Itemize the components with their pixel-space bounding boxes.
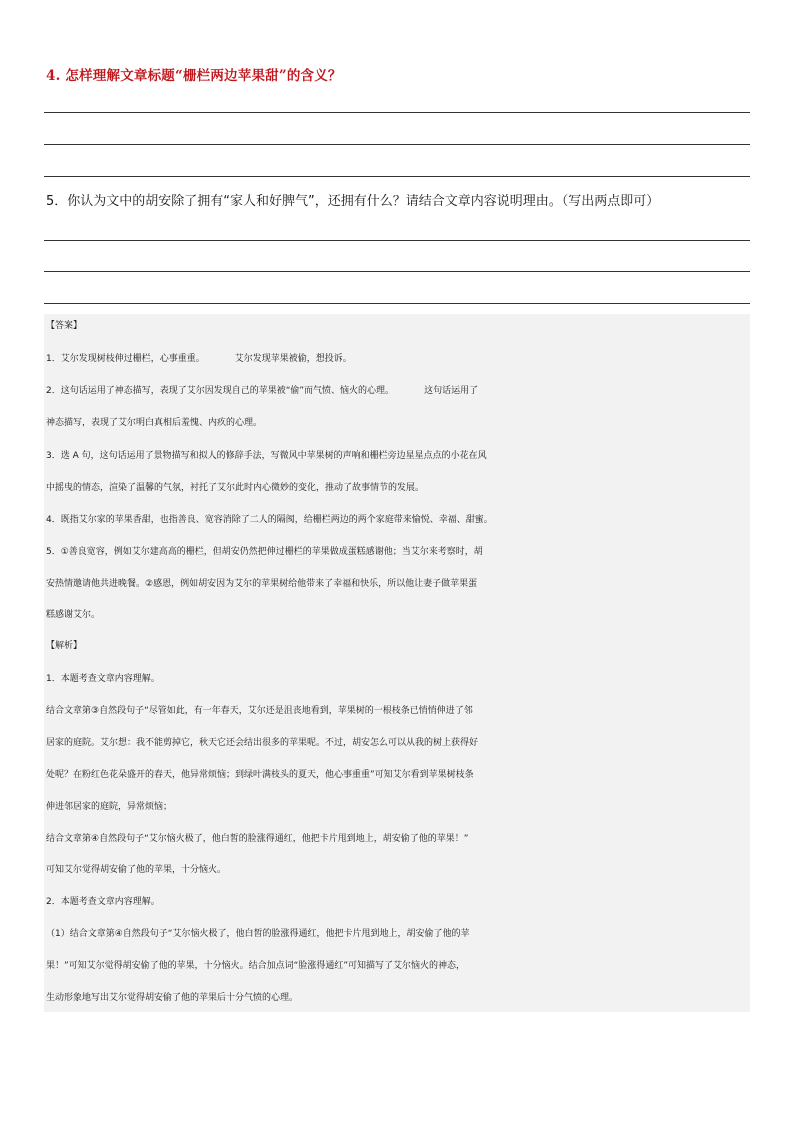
answer-5-line2: 安热情邀请他共进晚餐。②感恩，例如胡安因为艾尔的苹果树给他带来了幸福和快乐，所以他让妻子做苹果蛋 — [46, 579, 478, 589]
answer-5-line1: 5．①善良宽容，例如艾尔建高高的栅栏，但胡安仍然把伸过栅栏的苹果做成蛋糕感谢他；当艾尔来考察时，胡 — [46, 547, 483, 557]
answer-heading: 【答案】 — [46, 321, 83, 331]
analysis-1-line5: 结合文章第④自然段句子“艾尔恼火极了，他白皙的脸涨得通红，他把卡片甩到地上，胡安偷了他的苹果！” — [46, 834, 469, 844]
answer-line — [44, 240, 750, 241]
analysis-1-line3: 处呢？在粉红色花朵盛开的春天，他异常烦恼；到绿叶满枝头的夏天，他心事重重”可知艾尔看到苹果树枝条 — [46, 770, 474, 780]
answer-5-line3: 糕感谢艾尔。 — [46, 610, 101, 620]
answer-4: 4．既指艾尔家的苹果香甜，也指善良、宽容消除了二人的隔阂，给栅栏两边的两个家庭带来愉悦、幸福、甜蜜。 — [46, 515, 493, 525]
analysis-heading: 【解析】 — [46, 641, 83, 651]
answer-2-part2: 这句话运用了 — [424, 386, 479, 396]
analysis-2-title: 2．本题考查文章内容理解。 — [46, 897, 160, 907]
answer-line — [44, 271, 750, 272]
answer-2-line2: 神态描写，表现了艾尔明白真相后羞愧、内疚的心理。 — [46, 418, 263, 428]
answer-line — [44, 144, 750, 145]
answer-line — [44, 303, 750, 304]
question-4: 4. 怎样理解文章标题“栅栏两边苹果甜”的含义？ — [46, 68, 342, 84]
answer-3-line1: 3．选 A 句，这句话运用了景物描写和拟人的修辞手法，写微风中苹果树的声响和栅栏旁边星星点点的小花在风 — [46, 451, 487, 461]
analysis-1-line4: 伸进邻居家的庭院，异常烦恼； — [46, 802, 173, 812]
answer-2 — [46, 382, 752, 400]
answer-3-line2: 中摇曳的情态，渲染了温馨的气氛，衬托了艾尔此时内心微妙的变化，推动了故事情节的发展。 — [46, 483, 425, 493]
answer-1 — [46, 350, 752, 368]
analysis-1-line6: 可知艾尔觉得胡安偷了他的苹果，十分恼火。 — [46, 865, 227, 875]
answer-1-part2: 艾尔发现苹果被偷，想投诉。 — [234, 354, 352, 364]
answer-1-part1: 1．艾尔发现树枝伸过栅栏，心事重重。 — [46, 354, 205, 364]
analysis-2-line3: 生动形象地写出艾尔觉得胡安偷了他的苹果后十分气愤的心理。 — [46, 993, 299, 1003]
analysis-2-line2: 果！”可知艾尔觉得胡安偷了他的苹果，十分恼火。结合加点词“脸涨得通红”可知描写了艾尔恼火的神态， — [46, 961, 465, 971]
analysis-1-title: 1．本题考查文章内容理解。 — [46, 674, 160, 684]
answer-line — [44, 112, 750, 113]
analysis-1-line2: 居家的庭院。艾尔想：我不能剪掉它，秋天它还会结出很多的苹果呢。不过，胡安怎么可以从我的树上获得好 — [46, 738, 479, 748]
analysis-2-line1: （1）结合文章第④自然段句子“艾尔恼火极了，他白皙的脸涨得通红，他把卡片甩到地上，胡安偷了他的苹 — [46, 929, 470, 939]
analysis-1-line1: 结合文章第③自然段句子“尽管如此，有一年春天，艾尔还是沮丧地看到，苹果树的一根枝条已悄悄伸进了邻 — [46, 706, 473, 716]
answer-2-part1: 2．这句话运用了神态描写，表现了艾尔因发现自己的苹果被“偷”而气愤、恼火的心理。 — [46, 386, 395, 396]
question-5: 5．你认为文中的胡安除了拥有“家人和好脾气”，还拥有什么？请结合文章内容说明理由。（写出两点即可） — [46, 194, 660, 209]
answer-line — [44, 176, 750, 177]
